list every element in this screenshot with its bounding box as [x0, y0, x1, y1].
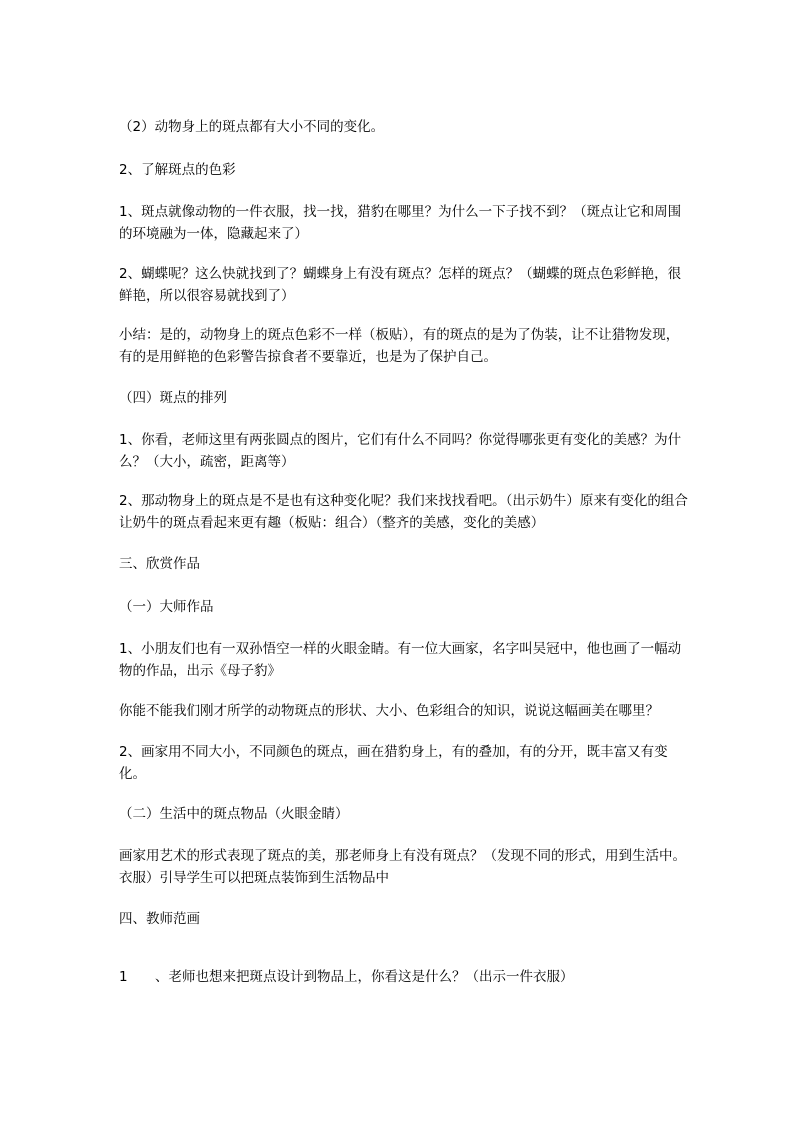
paragraph-design-items — [119, 966, 689, 988]
paragraph-question: 你能不能我们刚才所学的动物斑点的形状、大小、色彩组合的知识，说说这幅画美在哪里？ — [119, 703, 659, 719]
list-item-text: 、老师也想来把斑点设计到物品上，你看这是什么？（出示一件衣服） — [155, 969, 574, 985]
paragraph-spot-size: （2）动物身上的斑点都有大小不同的变化。 — [119, 119, 385, 135]
heading-teacher-demo: 四、教师范画 — [119, 911, 200, 927]
list-number: 1 — [119, 969, 128, 985]
paragraph-summary: 小结：是的，动物身上的斑点色彩不一样（板贴），有的斑点的是为了伪装，让不让猎物发现，有的是用鲜艳的色彩警告掠食者不要靠近，也是为了保护自己。 — [119, 327, 680, 365]
heading-spot-color: 2、了解斑点的色彩 — [119, 162, 236, 178]
heading-spot-arrangement: （四）斑点的排列 — [119, 390, 227, 406]
heading-daily-life-items: （二）生活中的斑点物品（火眼金睛） — [119, 806, 349, 822]
heading-appreciate-works: 三、欣赏作品 — [119, 556, 200, 572]
paragraph-leopard: 1、斑点就像动物的一件衣服，找一找，猎豹在哪里？为什么一下子找不到？（斑点让它和周围的环境融为一体，隐藏起来了） — [119, 204, 682, 242]
paragraph-butterfly: 2、蝴蝶呢？这么快就找到了？蝴蝶身上有没有斑点？怎样的斑点？（蝴蝶的斑点色彩鲜艳，很鲜艳，所以很容易就找到了） — [119, 266, 682, 304]
heading-master-works: （一）大师作品 — [119, 599, 214, 615]
paragraph-wu-guanzhong: 1、小朋友们也有一双孙悟空一样的火眼金睛。有一位大画家，名字叫吴冠中，他也画了一幅动物的作品，出示《母子豹》 — [119, 641, 682, 679]
paragraph-dot-pictures: 1、你看，老师这里有两张圆点的图片，它们有什么不同吗？你觉得哪张更有变化的美感？为什么？（大小，疏密，距离等） — [119, 432, 682, 470]
paragraph-painter-spots: 2、画家用不同大小，不同颜色的斑点，画在猎豹身上，有的叠加，有的分开，既丰富又有变化。 — [119, 744, 668, 782]
paragraph-cow: 2、那动物身上的斑点是不是也有这种变化呢？我们来找找看吧。（出示奶牛）原来有变化的组合让奶牛的斑点看起来更有趣（板贴：组合）（整齐的美感，变化的美感） — [119, 493, 688, 531]
paragraph-teacher-clothes: 画家用艺术的形式表现了斑点的美，那老师身上有没有斑点？（发现不同的形式，用到生活中。衣服）引导学生可以把斑点装饰到生活物品中 — [119, 848, 686, 886]
